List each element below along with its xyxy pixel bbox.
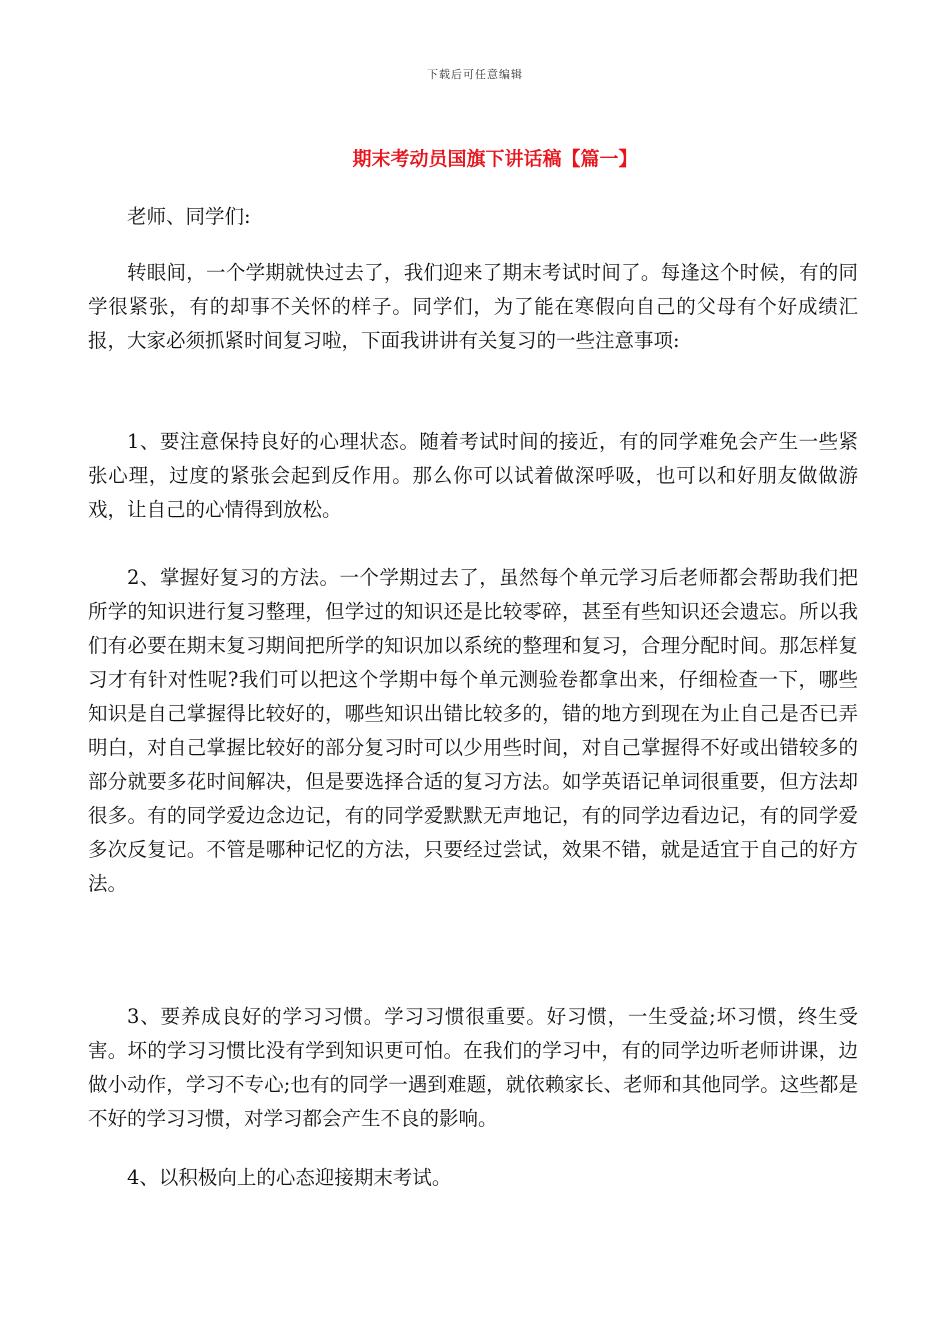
paragraph-point-3: 3、要养成良好的学习习惯。学习习惯很重要。好习惯，一生受益;坏习惯，终生受害。坏的学习习惯比没有学到知识更可怕。在我们的学习中，有的同学边听老师讲课，边做小动作，学习不专心;也有的同学一遇到难题，就依赖家长、老师和其他同学。这些都是不好的学习习惯，对学习都会产生不良的影响。 (88, 1005, 858, 1130)
document-title: 期末考动员国旗下讲话稿【篇一】 (352, 148, 638, 170)
paragraph-intro: 转眼间，一个学期就快过去了，我们迎来了期末考试时间了。每逢这个时候，有的同学很紧张，有的却事不关怀的样子。同学们，为了能在寒假向自己的父母有个好成绩汇报，大家必须抓紧时间复习啦，下面我讲讲有关复习的一些注意事项: (88, 261, 858, 352)
paragraph-point-1: 1、要注意保持良好的心理状态。随着考试时间的接近，有的同学难免会产生一些紧张心理，过度的紧张会起到反作用。那么你可以试着做深呼吸，也可以和好朋友做做游戏，让自己的心情得到放松。 (88, 430, 858, 521)
paragraph-point-4: 4、以积极向上的心态迎接期末考试。 (127, 1166, 452, 1189)
salutation: 老师、同学们: (127, 205, 251, 228)
paragraph-point-2: 2、掌握好复习的方法。一个学期过去了，虽然每个单元学习后老师都会帮助我们把所学的知识进行复习整理，但学过的知识还是比较零碎，甚至有些知识还会遗忘。所以我们有必要在期末复习期间把所学的知识加以系统的整理和复习，合理分配时间。那怎样复习才有针对性呢?我们可以把这个学期中每个单元测验卷都拿出来，仔细检查一下，哪些知识是自己掌握得比较好的，哪些知识出错比较多的，错的地方到现在为止自己是否已弄明白，对自己掌握比较好的部分复习时可以少用些时间，对自己掌握得不好或出错较多的部分就要多花时间解决，但是要选择合适的复习方法。如学英语记单词很重要，但方法却很多。有的同学爱边念边记，有的同学爱默默无声地记，有的同学边看边记，有的同学爱多次反复记。不管是哪种记忆的方法，只要经过尝试，效果不错，就是适宜于自己的好方法。 (88, 566, 858, 895)
header-note: 下载后可任意编辑 (427, 68, 523, 81)
